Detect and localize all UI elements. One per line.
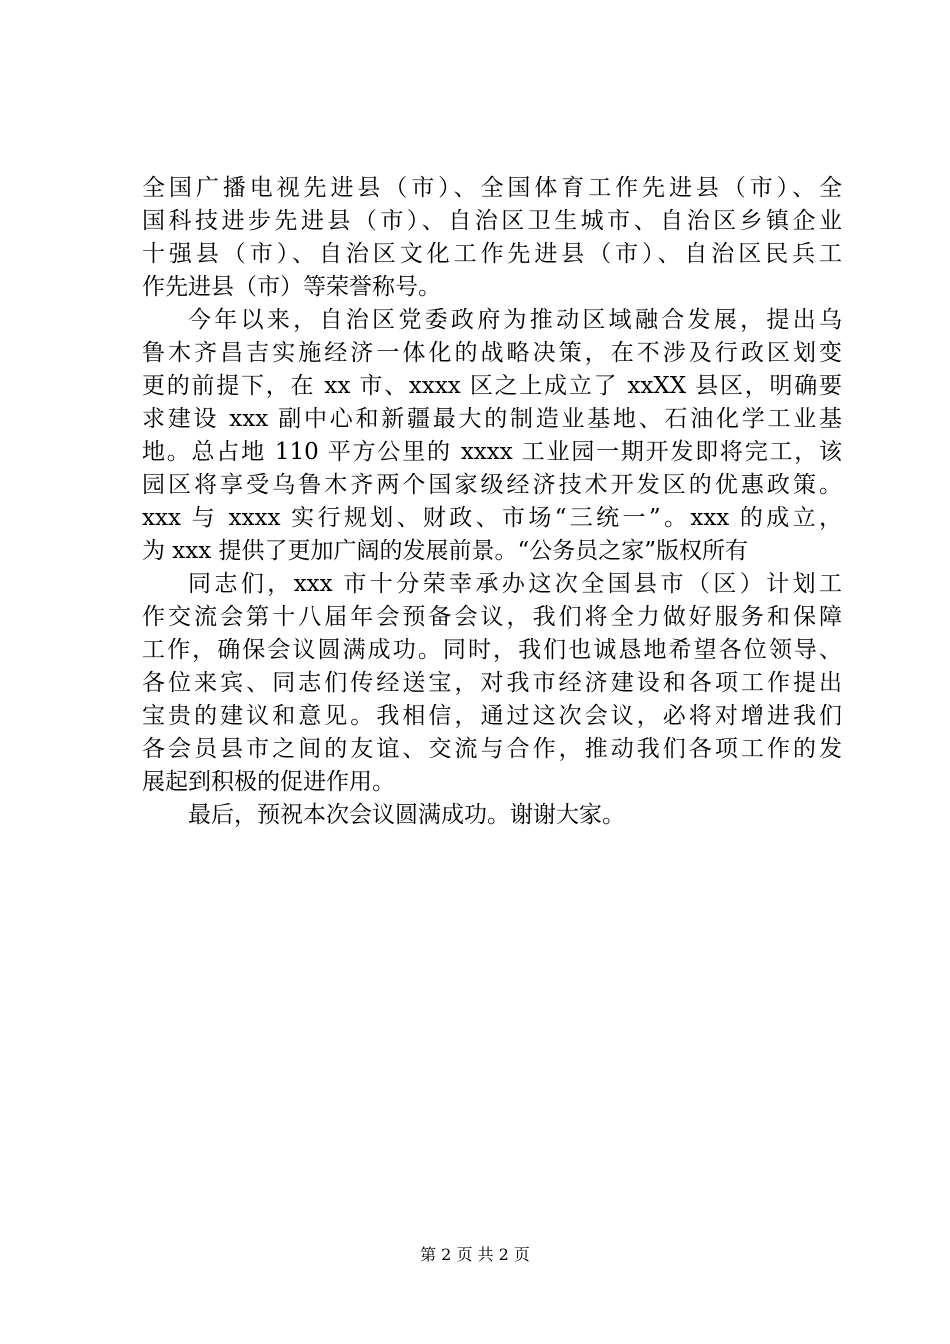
- paragraph-3-line-4: 各位来宾、同志们传经送宝，对我市经济建设和各项工作提出: [142, 670, 842, 696]
- document-body: [142, 172, 842, 832]
- paragraph-2-line-2: 鲁木齐昌吉实施经济一体化的战略决策，在不涉及行政区划变: [142, 340, 842, 366]
- paragraph-2-line-5: 地。总占地 110 平方公里的 xxxx 工业园一期开发即将完工，该: [142, 439, 842, 465]
- paragraph-2-line-8: 为 xxx 提供了更加广阔的发展前景。“公务员之家”版权所有: [142, 538, 749, 564]
- paragraph-2-line-1: 今年以来，自治区党委政府为推动区域融合发展，提出乌: [188, 307, 842, 333]
- paragraph-3-line-1: 同志们，xxx 市十分荣幸承办这次全国县市（区）计划工: [188, 571, 842, 597]
- paragraph-3-line-6: 各会员县市之间的友谊、交流与合作，推动我们各项工作的发: [142, 736, 842, 762]
- page-number-label: 第 2 页 共 2 页: [420, 1245, 530, 1264]
- paragraph-3-line-5: 宝贵的建议和意见。我相信，通过这次会议，必将对增进我们: [142, 703, 842, 729]
- paragraph-2-line-3: 更的前提下，在 xx 市、xxxx 区之上成立了 xxXX 县区，明确要: [142, 373, 842, 399]
- paragraph-4-line-1: 最后，预祝本次会议圆满成功。谢谢大家。: [188, 802, 625, 828]
- paragraph-3-line-2: 作交流会第十八届年会预备会议，我们将全力做好服务和保障: [142, 604, 842, 630]
- paragraph-2-line-4: 求建设 xxx 副中心和新疆最大的制造业基地、石油化学工业基: [142, 406, 842, 432]
- paragraph-3-line-7: 展起到积极的促进作用。: [142, 769, 395, 795]
- paragraph-1-line-2: 国科技进步先进县（市）、自治区卫生城市、自治区乡镇企业: [142, 208, 842, 234]
- page-footer: [0, 1245, 950, 1265]
- paragraph-1-line-1: 全国广播电视先进县（市）、全国体育工作先进县（市）、全: [142, 175, 842, 201]
- paragraph-1-line-4: 作先进县（市）等荣誉称号。: [142, 274, 441, 300]
- paragraph-3-line-3: 工作，确保会议圆满成功。同时，我们也诚恳地希望各位领导、: [142, 637, 842, 663]
- paragraph-2-line-7: xxx 与 xxxx 实行规划、财政、市场“三统一”。xxx 的成立，: [142, 505, 842, 531]
- paragraph-1-line-3: 十强县（市）、自治区文化工作先进县（市）、自治区民兵工: [142, 241, 842, 267]
- paragraph-2-line-6: 园区将享受乌鲁木齐两个国家级经济技术开发区的优惠政策。: [142, 472, 842, 498]
